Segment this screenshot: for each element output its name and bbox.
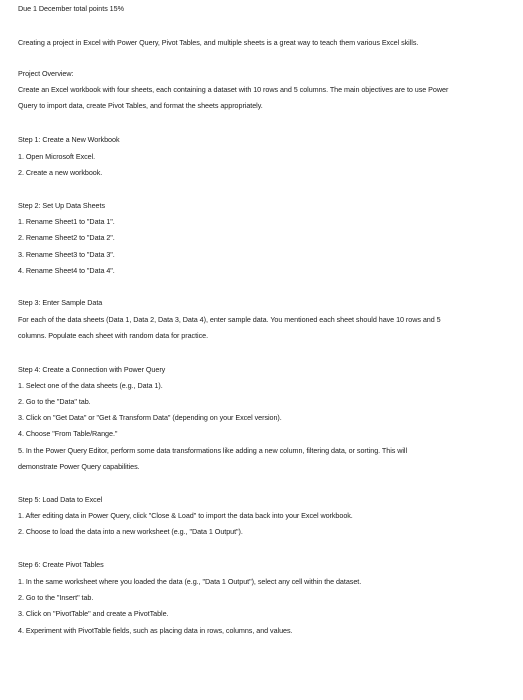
overview-line: Query to import data, create Pivot Tables, and format the sheets appropriately. [18,101,263,110]
step5-item: 2. Choose to load the data into a new worksheet (e.g., "Data 1 Output"). [18,527,243,536]
overview-heading: Project Overview: [18,69,74,78]
overview-line: Create an Excel workbook with four sheets, each containing a dataset with 10 rows and 5 columns. The main objectives are to use Power [18,85,449,94]
step4-item: 1. Select one of the data sheets (e.g., Data 1). [18,381,163,390]
step5-heading: Step 5: Load Data to Excel [18,495,103,504]
step6-item: 1. In the same worksheet where you loaded the data (e.g., "Data 1 Output"), select any cell within the dataset. [18,577,362,586]
step4-item: 5. In the Power Query Editor, perform some data transformations like adding a new column, filtering data, or sorting. This will [18,446,408,455]
step6-item: 4. Experiment with PivotTable fields, such as placing data in rows, columns, and values. [18,626,293,635]
due-date-header: Due 1 December total points 15% [18,4,124,13]
step4-item: demonstrate Power Query capabilities. [18,462,140,471]
step6-item: 3. Click on "PivotTable" and create a PivotTable. [18,609,169,618]
step3-line: For each of the data sheets (Data 1, Data 2, Data 3, Data 4), enter sample data. You mentioned each sheet should have 10 rows and 5 [18,315,441,324]
step4-item: 2. Go to the "Data" tab. [18,397,91,406]
step2-heading: Step 2: Set Up Data Sheets [18,201,105,210]
step4-heading: Step 4: Create a Connection with Power Query [18,365,166,374]
step4-item: 3. Click on "Get Data" or "Get & Transform Data" (depending on your Excel version). [18,413,282,422]
step6-item: 2. Go to the "Insert" tab. [18,593,94,602]
intro-text: Creating a project in Excel with Power Query, Pivot Tables, and multiple sheets is a great way to teach them various Excel skills. [18,38,419,47]
step1-item: 1. Open Microsoft Excel. [18,152,96,161]
step1-item: 2. Create a new workbook. [18,168,103,177]
step3-heading: Step 3: Enter Sample Data [18,298,103,307]
step2-item: 4. Rename Sheet4 to "Data 4". [18,266,115,275]
step3-line: columns. Populate each sheet with random data for practice. [18,331,209,340]
step6-heading: Step 6: Create Pivot Tables [18,560,104,569]
step5-item: 1. After editing data in Power Query, click "Close & Load" to import the data back into your Excel workbook. [18,511,353,520]
step1-heading: Step 1: Create a New Workbook [18,135,120,144]
step2-item: 2. Rename Sheet2 to "Data 2". [18,233,115,242]
step2-item: 3. Rename Sheet3 to "Data 3". [18,250,115,259]
step2-item: 1. Rename Sheet1 to "Data 1". [18,217,115,226]
step4-item: 4. Choose "From Table/Range." [18,429,118,438]
